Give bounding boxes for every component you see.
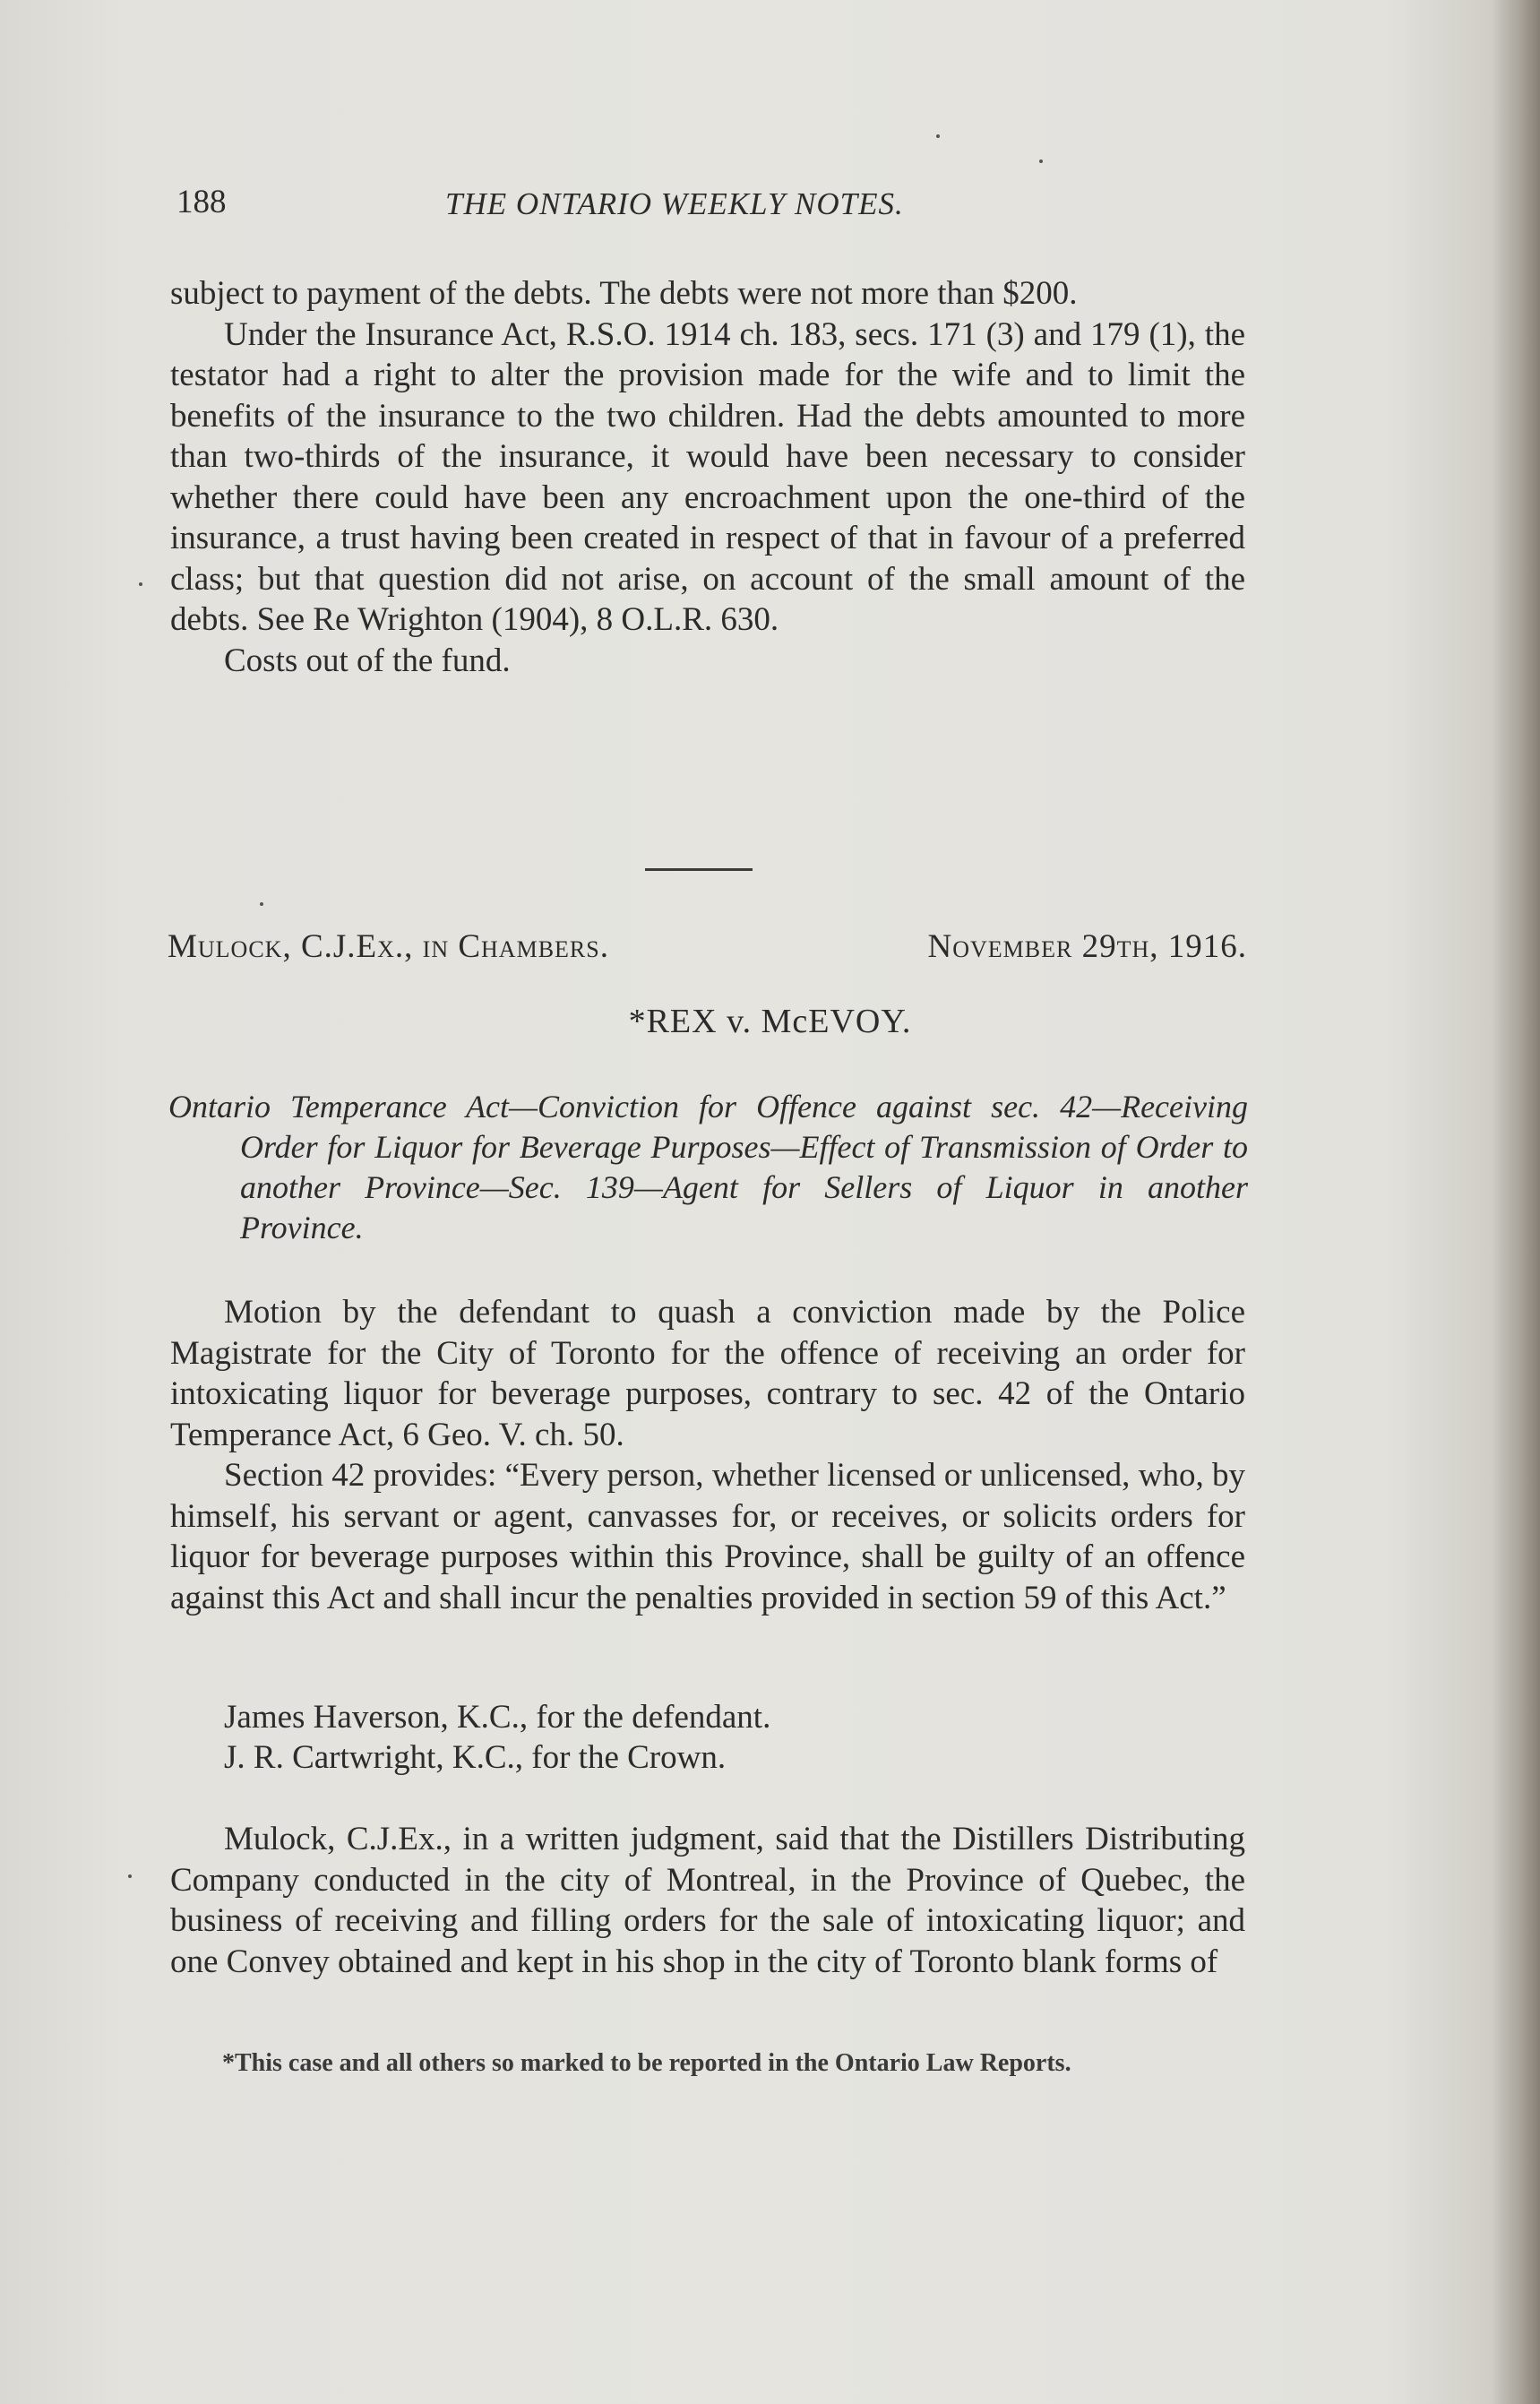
counsel-crown: J. R. Cartwright, K.C., for the Crown. (224, 1739, 727, 1776)
headnote-text: Ontario Temperance Act—Conviction for Offence against sec. 42—Receiving Order for Liquor for Beverage Purposes—Effect of Transmission of Order to another Province—Sec. 139—Agent for Sellers of Liquor in another Province. (168, 1089, 1248, 1245)
paragraph-judgment: Mulock, C.J.Ex., in a written judgment, said that the Distillers Distributing Company conducted in the city of Montreal, in the Province of Quebec, the business of receiving and filling orders for the sale of intoxicating liquor; and one Convey obtained and kept in his shop in the city of Toronto blank forms of (170, 1821, 1245, 1980)
running-title: THE ONTARIO WEEKLY NOTES. (445, 186, 904, 221)
speck-mark (128, 1874, 132, 1878)
court-date: November 29th, 1916. (927, 928, 1247, 965)
motion-text (170, 1292, 1245, 1618)
speck-mark (1039, 159, 1043, 163)
footnote-text: *This case and all others so marked to be reported in the Ontario Law Reports. (222, 2049, 1071, 2077)
speck-mark (139, 582, 142, 586)
page-spine-shadow (1491, 0, 1540, 2404)
speck-mark (260, 902, 263, 906)
opening-text (170, 273, 1245, 681)
paragraph-section-42: Section 42 provides: “Every person, whether licensed or unlicensed, who, by himself, his servant or agent, canvasses for, or receives, or solicits orders for liquor for beverage purposes within this Province, shall be guilty of an offence against this Act and shall incur the penalties provided in section 59 of this Act.” (170, 1457, 1245, 1616)
paragraph-debts: subject to payment of the debts. The debts were not more than $200. (170, 275, 1078, 312)
headnote (168, 1087, 1248, 1248)
counsel-defendant: James Haverson, K.C., for the defendant. (224, 1699, 771, 1736)
paragraph-insurance-act: Under the Insurance Act, R.S.O. 1914 ch. 183, secs. 171 (3) and 179 (1), the testator had a right to alter the provision made for the wife and to limit the benefits of the insurance to the two children. Had the debts amounted to more than two-thirds of the insurance, it would have been necessary to consider whether there could have been any encroachment upon the one-third of the insurance, a trust having been created in respect of that in favour of a preferred class; but that question did not arise, on account of the small amount of the debts. See Re Wrighton (1904), 8 O.L.R. 630. (170, 315, 1245, 638)
paragraph-costs: Costs out of the fund. (224, 642, 511, 679)
speck-mark (936, 134, 940, 138)
section-divider (645, 868, 753, 871)
case-title: *REX v. McEVOY. (628, 1003, 912, 1040)
court-judge: Mulock, C.J.Ex., in Chambers. (168, 928, 609, 965)
page-header (176, 183, 974, 228)
court-line (168, 927, 1247, 966)
page-number: 188 (176, 184, 227, 220)
footnote (168, 2047, 1248, 2080)
judgment-text (170, 1819, 1245, 1982)
paragraph-motion: Motion by the defendant to quash a conviction made by the Police Magistrate for the City of Toronto for the offence of receiving an order for intoxicating liquor for beverage purposes, contrary to sec. 42 of the Ontario Temperance Act, 6 Geo. V. ch. 50. (170, 1294, 1245, 1453)
